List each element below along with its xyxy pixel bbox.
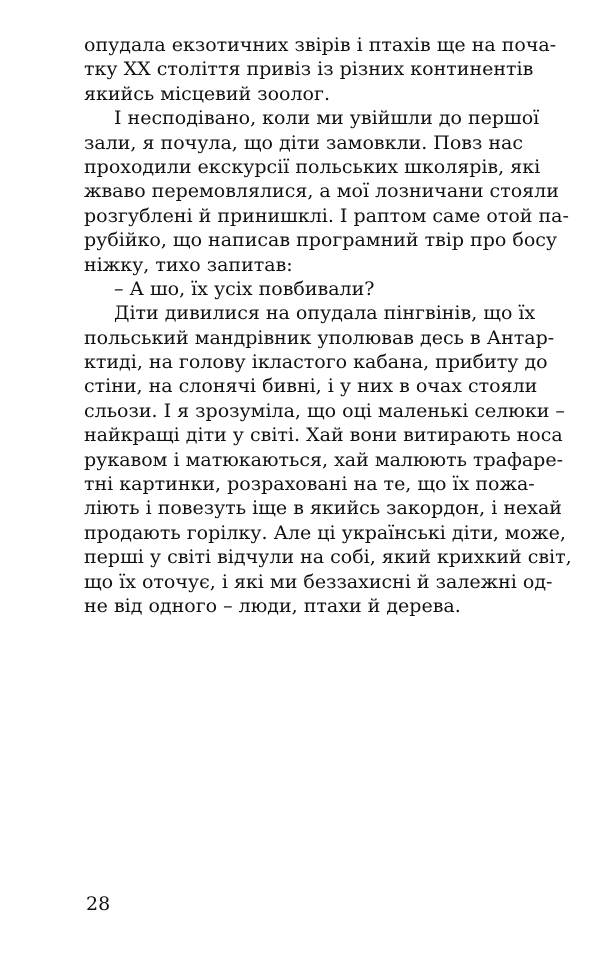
text-line-11: – А шо, їх усіх повбивали? [114,277,375,300]
text-line-19: тні картинки, розраховані на те, що їх пожа- [84,473,535,496]
text-line-10: ніжку, тихо запитав: [84,253,293,276]
text-line-6: проходили екскурсії польських школярів, які [84,155,541,178]
text-line-7: жваво перемовлялися, а мої лозничани стояли [84,180,559,203]
text-line-15: стіни, на слонячі бивні, і у них в очах стояли [84,375,538,398]
text-line-18: рукавом і матюкаються, хай малюють трафаре- [84,448,564,471]
text-line-5: зали, я почула, що діти замовкли. Повз нас [84,131,524,154]
text-line-2: тку XX століття привіз із різних континентів [84,58,534,81]
text-line-24: не від одного – люди, птахи й дерева. [84,594,461,617]
text-line-8: розгублені й принишклі. І раптом саме отой па- [84,204,569,227]
text-line-1: опудала екзотичних звірів і птахів ще на поча- [84,34,557,56]
text-line-17: найкращі діти у світі. Хай вони витирають носа [84,424,563,447]
text-line-23: що їх оточує, і які ми беззахисні й залежні од- [84,570,553,593]
text-line-4: І несподівано, коли ми увійшли до першої [114,107,540,130]
text-line-12: Діти дивилися на опудала пінгвінів, що їх [114,302,536,325]
text-line-9: рубійко, що написав програмний твір про босу [84,229,558,252]
text-line-20: ліють і повезуть іще в якийсь закордон, і нехай [84,497,562,520]
page-number: 28 [86,893,111,915]
text-line-13: польський мандрівник уполював десь в Антар- [84,326,555,349]
text-line-22: перші у світі відчули на собі, який крихкий світ, [84,546,572,569]
text-line-3: якийсь місцевий зоолог. [84,82,330,105]
text-line-14: ктиді, на голову ікластого кабана, прибиту до [84,351,548,374]
body-text [84,33,572,618]
text-line-21: продають горілку. Але ці українські діти, може, [84,521,566,544]
text-line-16: сльози. І я зрозуміла, що оці маленькі селюки – [84,399,565,422]
